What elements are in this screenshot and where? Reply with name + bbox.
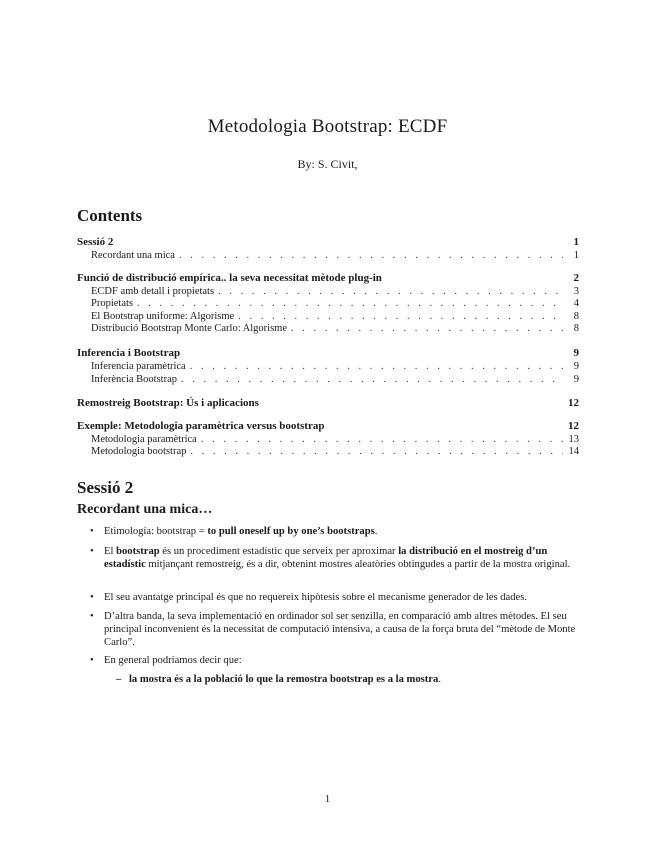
toc-leader-dots (190, 361, 563, 372)
bullet-mark: • (90, 592, 94, 603)
bullet-text (104, 545, 580, 571)
toc-entry-page: 12 (568, 420, 579, 432)
bullet-text: D’altra banda, la seva implementació en ordinador sol ser senzilla, en comparació amb altres mètodes. El seu principal inconvenient és la necessitat de computació intensiva, a causa de la força bruta del “mètode de Monte Carlo”. (104, 611, 576, 648)
toc-entry-page: 1 (573, 250, 579, 261)
bullet-text: En general podríamos decir que: (104, 655, 242, 666)
toc-entry[interactable] (77, 420, 579, 434)
toc-entry-label: Inferencia paramètrica (91, 361, 186, 372)
toc-leader-dots (190, 446, 563, 457)
toc-entry-label: Propietats (91, 298, 133, 309)
toc-entry[interactable] (77, 323, 579, 337)
sub-bullet-bold: la mostra és a la població lo que la remostra bootstrap es a la mostra (128, 674, 439, 685)
toc-entry-label: Inferencia i Bootstrap (77, 347, 181, 359)
toc-entry-page: 14 (568, 446, 579, 457)
toc-entry-page: 9 (573, 361, 579, 372)
toc-entry-page: 13 (568, 434, 579, 445)
contents-heading: Contents (77, 206, 143, 225)
toc-entry[interactable] (77, 236, 579, 250)
sub-list-item (116, 674, 441, 685)
toc-leader-dots (137, 298, 563, 309)
bullet-text-bold: bootstrap (116, 546, 160, 557)
toc-leader-dots (218, 286, 563, 297)
toc-entry[interactable] (77, 272, 579, 286)
toc-entry-label: Inferència Bootstrap (91, 374, 178, 385)
toc-entry-page: 1 (573, 236, 579, 248)
toc-entry-label: Remostreig Bootstrap: Ús i aplicacions (77, 397, 259, 409)
bullet-mark: • (90, 655, 94, 666)
bullet-mark: • (90, 546, 94, 557)
toc-entry-label: Metodologia paramètrica (91, 434, 197, 445)
document-title: Metodologia Bootstrap: ECDF (207, 116, 448, 137)
toc-leader-dots (179, 250, 563, 261)
toc-leader-dots (238, 311, 563, 322)
subsection-heading: Recordant una mica… (77, 502, 213, 517)
toc-entry-page: 2 (573, 272, 579, 284)
toc-entry[interactable] (77, 397, 579, 411)
toc-leader-dots (291, 323, 563, 334)
toc-entry-label: Sessió 2 (77, 236, 114, 248)
sub-bullet-post: . (438, 674, 441, 685)
toc-entry-page: 9 (573, 374, 579, 385)
section-heading: Sessió 2 (77, 478, 134, 497)
toc-entry-label: Recordant una mica (91, 250, 175, 261)
toc-entry-label: Exemple: Metodologia paramètrica versus bootstrap (77, 420, 325, 432)
toc-leader-dots (201, 434, 563, 445)
document-author: By: S. Civit, (297, 157, 358, 171)
toc-entry-page: 8 (573, 323, 579, 334)
toc-entry-page: 8 (573, 311, 579, 322)
bullet-text-part: mitjançant remostreig, és a dir, obtenint mostres aleatòries obtingudes a partir de la mostra original. (145, 559, 571, 570)
bullet-text-part: . (374, 526, 378, 537)
bullet-text (104, 525, 580, 538)
toc-entry-label: Metodologia bootstrap (91, 446, 187, 457)
toc-entry[interactable] (77, 446, 579, 460)
page-number: 1 (324, 793, 331, 805)
toc-entry[interactable] (77, 250, 579, 264)
dash-mark: – (116, 674, 122, 685)
toc-entry-label: El Bootstrap uniforme: Algorisme (91, 311, 235, 322)
toc-leader-dots (181, 374, 563, 385)
toc-entry[interactable] (77, 298, 579, 312)
bullet-text-part: El (104, 546, 117, 557)
toc-entry-page: 12 (568, 397, 579, 409)
bullet-mark: • (90, 526, 94, 537)
bullet-mark: • (90, 611, 94, 622)
toc-entry[interactable] (77, 361, 579, 375)
toc-entry-page: 3 (573, 286, 579, 297)
toc-entry-label: ECDF amb detall i propietats (91, 286, 215, 297)
toc-entry[interactable] (77, 374, 579, 388)
toc-entry-page: 4 (573, 298, 579, 309)
bullet-text-part: és un procediment estadístic que serveix per aproximar (159, 546, 399, 557)
bullet-text-part: Etimología: bootstrap = (104, 526, 208, 537)
bullet-text-bold: to pull oneself up by one’s bootstraps (207, 526, 375, 537)
bullet-text: El seu avantatge principal és que no requereix hipòtesis sobre el mecanisme generador de les dades. (104, 592, 528, 603)
toc-entry-page: 9 (573, 347, 579, 359)
bullet-text-bold: la distribució en el mostreig d’un estadístic (104, 546, 548, 570)
toc-entry-label: Distribució Bootstrap Monte Carlo: Algorisme (91, 323, 287, 334)
toc-entry-label: Funció de distribució empírica.. la seva necessitat mètode plug-in (77, 272, 382, 284)
toc-entry[interactable] (77, 347, 579, 361)
